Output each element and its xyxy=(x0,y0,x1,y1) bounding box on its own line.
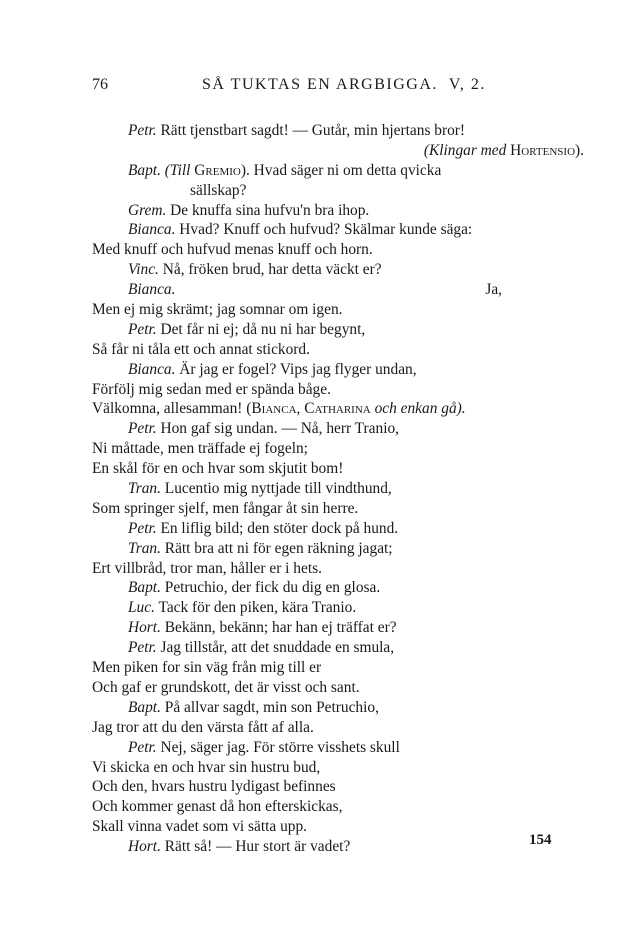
verse-line: Bianca. Ja, xyxy=(128,281,502,299)
speaker-name: Petr. xyxy=(128,519,157,537)
verse-line: Och gaf er grundskott, det är visst och sant. xyxy=(92,678,360,696)
speaker-name: Bianca. xyxy=(128,221,176,239)
verse-line: Tran. Lucentio mig nyttjade till vindthund, xyxy=(128,480,392,498)
speaker-name: Tran. xyxy=(128,539,161,557)
speaker-name: Bapt. xyxy=(128,579,161,597)
speaker-name: Petr. xyxy=(128,320,157,338)
verse-line: Bapt. På allvar sagdt, min son Petruchio, xyxy=(128,698,379,716)
verse-line: Petr. Nej, säger jag. För större visshets skull xyxy=(128,738,400,756)
verse-line: Petr. En liflig bild; den stöter dock på hund. xyxy=(128,519,399,537)
verse-line: Förfölj mig sedan med er spända båge. xyxy=(92,380,331,398)
verse-line: Tran. Rätt bra att ni för egen räkning jagat; xyxy=(128,539,393,557)
verse-line: En skål för en och hvar som skjutit bom! xyxy=(92,460,344,478)
running-title: SÅ TUKTAS EN ARGBIGGA. V, 2. xyxy=(202,76,486,93)
speaker-name: Vinc. xyxy=(128,261,159,279)
verse-line: Ert villbråd, tror man, håller er i hets. xyxy=(92,559,322,577)
verse-line: Petr. Hon gaf sig undan. — Nå, herr Tranio, xyxy=(128,420,400,438)
verse-line: Vi skicka en och hvar sin hustru bud, xyxy=(92,758,321,776)
speaker-name: Petr. xyxy=(128,639,157,657)
verse-line: Välkomna, allesamman! (Bianca, Catharina och enkan gå). xyxy=(92,400,466,418)
verse-line: Bapt. Petruchio, der fick du dig en glosa. xyxy=(128,579,381,597)
stage-direction: (Klingar med Hortensio). xyxy=(423,141,584,159)
speaker-name: Luc. xyxy=(128,599,155,617)
verse-line: Jag tror att du den värsta fått af alla. xyxy=(92,718,314,736)
dialogue-text xyxy=(92,121,584,857)
verse-line: Petr. Det får ni ej; då nu ni har begynt, xyxy=(128,320,366,338)
verse-line: Ni måttade, men träffade ej fogeln; xyxy=(92,440,308,458)
verse-line: Skall vinna vadet som vi sätta upp. xyxy=(92,818,308,836)
verse-line: Bianca. Är jag er fogel? Vips jag flyger undan, xyxy=(128,360,417,378)
verse-line: Petr. Jag tillstår, att det snuddade en smula, xyxy=(128,639,395,657)
speaker-name: Hort. xyxy=(128,619,161,637)
verse-line: Grem. De knuffa sina hufvu'n bra ihop. xyxy=(128,201,370,219)
verse-line: Bianca. Hvad? Knuff och hufvud? Skälmar kunde säga: xyxy=(128,221,473,239)
speaker-name: Petr. xyxy=(128,122,157,139)
verse-line: sällskap? xyxy=(190,181,247,199)
verse-line: Hort. Rätt så! — Hur stort är vadet? xyxy=(128,838,351,856)
speaker-name: Grem. xyxy=(128,201,167,219)
verse-line: Luc. Tack för den piken, kära Tranio. xyxy=(128,599,357,617)
verse-line: Och kommer genast då hon efterskickas, xyxy=(92,798,343,816)
speaker-name: Petr. xyxy=(128,738,157,756)
speaker-name: Tran. xyxy=(128,480,161,498)
verse-line: Vinc. Nå, fröken brud, har detta väckt er? xyxy=(128,261,382,279)
verse-line: Men ej mig skrämt; jag somnar om igen. xyxy=(92,301,343,319)
speaker-name: Petr. xyxy=(128,420,157,438)
verse-line: Petr. Rätt tjenstbart sagdt! — Gutår, min hjertans bror! xyxy=(128,122,466,139)
speaker-name: Bianca. xyxy=(128,360,176,378)
verse-line: Och den, hvars hustru lydigast befinnes xyxy=(92,778,336,796)
verse-line: Bapt. (Till Gremio). Hvad säger ni om detta qvicka xyxy=(128,161,442,179)
verse-line: Hort. Bekänn, bekänn; har han ej träffat er? xyxy=(128,619,397,637)
verse-line: Så får ni tåla ett och annat stickord. xyxy=(92,340,310,358)
signature-mark: 154 xyxy=(529,832,552,848)
verse-line: Med knuff och hufvud menas knuff och horn. xyxy=(92,241,373,259)
speaker-name: Hort. xyxy=(128,838,161,856)
speaker-name: Bapt. xyxy=(128,698,161,716)
page-number: 76 xyxy=(92,76,108,93)
speaker-name: Bapt. xyxy=(128,161,161,179)
act-scene: V, 2. xyxy=(448,76,486,93)
verse-line: Men piken for sin väg från mig till er xyxy=(92,659,322,677)
speaker-name: Bianca. xyxy=(128,281,176,299)
verse-line: Som springer sjelf, men fångar åt sin herre. xyxy=(92,499,359,517)
